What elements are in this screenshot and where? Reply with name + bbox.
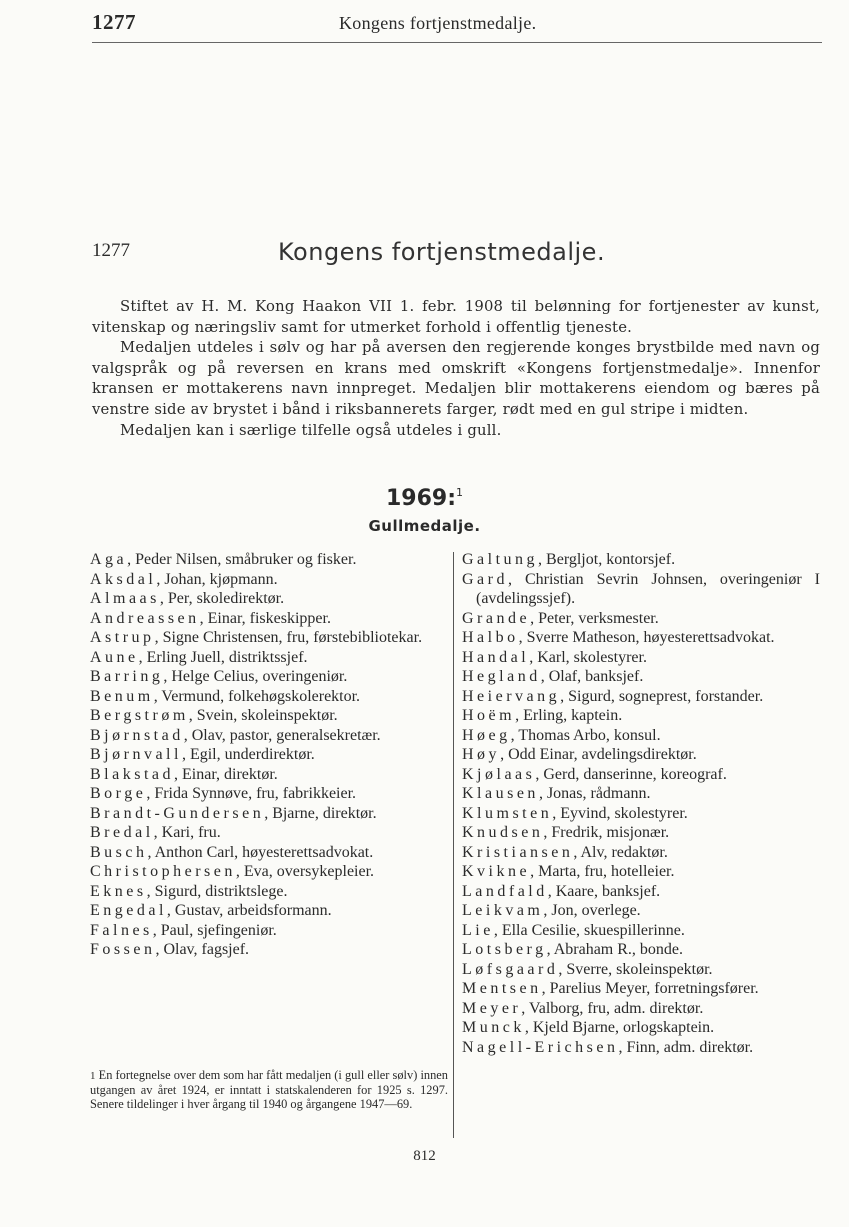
recipient-details: , Ella Cesilie, skuespillerinne. <box>493 921 685 939</box>
recipient-entry <box>90 921 446 941</box>
year-footnote-mark: 1 <box>456 486 464 499</box>
recipient-surname: Bredal <box>90 824 154 841</box>
recipient-details: , Sverre Matheson, høyesterettsadvokat. <box>518 629 775 646</box>
recipient-entry <box>462 570 820 609</box>
recipient-entry <box>90 687 446 707</box>
recipients-right-column <box>462 550 820 1057</box>
recipient-details: , Kjeld Bjarne, orlogskaptein. <box>524 1019 715 1036</box>
recipient-surname: Busch <box>90 843 148 861</box>
recipient-surname: Falnes <box>90 921 153 939</box>
section-heading <box>92 238 792 278</box>
running-header-title: Kongens fortjenstmedalje. <box>339 13 537 33</box>
recipient-entry <box>462 882 820 902</box>
recipient-entry <box>462 687 820 707</box>
recipient-details: , Parelius Meyer, forretningsfører. <box>541 980 759 997</box>
recipient-surname: Mentsen <box>462 980 542 997</box>
recipient-details: , Odd Einar, avdelingsdirektør. <box>500 746 697 763</box>
recipient-details: , Vermund, folkehøgskolerektor. <box>153 687 361 705</box>
recipient-surname: Klausen <box>462 785 539 802</box>
recipient-details: , Sigurd, sogneprest, forstander. <box>560 687 764 705</box>
recipient-surname: Lie <box>462 921 494 939</box>
recipient-surname: Lotsberg <box>462 941 547 958</box>
recipient-details: , Thomas Arbo, konsul. <box>510 726 661 744</box>
recipient-surname: Borge <box>90 785 147 802</box>
recipient-details: , Frida Synnøve, fru, fabrikkeier. <box>146 785 357 802</box>
recipient-details: , Abraham R., bonde. <box>546 941 684 958</box>
recipient-entry <box>90 882 446 902</box>
recipient-surname: Landfald <box>462 882 548 900</box>
recipient-details: , Signe Christensen, fru, førstebibliotekar. <box>154 629 423 646</box>
recipient-surname: Almaas <box>90 590 160 607</box>
intro-paragraph: Medaljen kan i særlige tilfelle også utdeles i gull. <box>120 421 502 439</box>
intro-text <box>92 297 820 441</box>
recipient-entry <box>90 901 446 921</box>
recipient-surname: Aksdal <box>90 570 157 588</box>
recipient-entry <box>90 648 446 668</box>
recipient-entry <box>462 765 820 785</box>
recipient-entry <box>462 843 820 863</box>
recipient-surname: Bjørnvall <box>90 746 182 763</box>
recipient-entry <box>90 784 446 804</box>
recipient-entry <box>462 901 820 921</box>
recipient-surname: Blakstad <box>90 765 174 783</box>
recipient-entry <box>90 804 446 824</box>
recipient-surname: Halbo <box>462 629 519 646</box>
recipient-details: , Erling, kaptein. <box>515 707 623 724</box>
recipient-surname: Gard <box>462 570 508 588</box>
recipient-entry <box>462 979 820 999</box>
footnote-text: En fortegnelse over dem som har fått medaljen (i gull eller sølv) innen utgangen av året 1924, er inntatt i statskalenderen for 1925 s. 1297. Senere tildelinger i hver årgang til 1940 og årgangene 1947—69. <box>90 1068 448 1111</box>
recipient-surname: Aune <box>90 648 139 666</box>
recipient-surname: Benum <box>90 687 154 705</box>
recipient-entry <box>462 745 820 765</box>
intro-paragraph: Medaljen utdeles i sølv og har på aversen den regjerende konges brystbilde med navn og valgspråk og på reversen en krans med omskrift «Kongens fortjenstmedalje». Innenfor kransen er mottakerens navn innpreget. Medaljen blir mottakerens eiendom og bæres på venstre side av brystet i bånd i riksbannerets farger, rødt med en gul stripe i midten. <box>92 339 820 418</box>
recipient-surname: Andreassen <box>90 609 200 627</box>
recipient-surname: Bergstrøm <box>90 707 189 724</box>
recipient-entry <box>90 589 446 609</box>
recipient-entry <box>90 745 446 765</box>
header-divider <box>92 42 822 43</box>
recipient-details: , Olaf, banksjef. <box>540 668 644 685</box>
recipient-details: , Eyvind, skolestyrer. <box>552 804 688 822</box>
recipient-surname: Galtung <box>462 551 539 568</box>
recipient-details: , Sverre, skoleinspektør. <box>558 960 713 978</box>
recipient-entry <box>462 804 820 824</box>
recipient-entry <box>462 921 820 941</box>
recipient-entry <box>462 940 820 960</box>
recipient-entry <box>90 823 446 843</box>
recipient-details: , Valborg, fru, adm. direktør. <box>521 999 704 1017</box>
recipient-surname: Barring <box>90 668 164 685</box>
running-header-page-number: 1277 <box>92 10 136 34</box>
recipient-surname: Knudsen <box>462 824 544 841</box>
recipient-surname: Høy <box>462 746 501 763</box>
recipients-left-column <box>90 550 446 960</box>
recipient-entry <box>462 706 820 726</box>
recipient-surname: Hegland <box>462 668 541 685</box>
recipient-entry <box>90 609 446 629</box>
recipient-details: , Svein, skoleinspektør. <box>188 707 338 724</box>
recipient-entry <box>462 726 820 746</box>
recipient-details: , Peter, verksmester. <box>530 609 659 627</box>
recipient-details: , Anthon Carl, høyesterettsadvokat. <box>147 843 374 861</box>
recipient-surname: Meyer <box>462 999 522 1017</box>
recipient-surname: Høeg <box>462 726 511 744</box>
recipient-entry <box>462 823 820 843</box>
recipient-surname: Heiervang <box>462 687 561 705</box>
recipient-entry <box>90 667 446 687</box>
recipient-entry <box>462 862 820 882</box>
intro-paragraph: Stiftet av H. M. Kong Haakon VII 1. febr. 1908 til belønning for fortjenester av kunst, vitenskap og næringsliv samt for utmerket forhold i offentlig tjeneste. <box>92 298 820 336</box>
recipient-surname: Brandt-Gundersen <box>90 804 265 822</box>
footnote-mark: 1 <box>90 1070 96 1082</box>
recipient-entry <box>90 550 446 570</box>
year-heading <box>0 486 849 511</box>
recipient-details: , Peder Nilsen, småbruker og fisker. <box>127 551 357 568</box>
recipient-details: , Gerd, danserinne, koreograf. <box>535 765 727 783</box>
recipient-entry <box>90 570 446 590</box>
recipient-surname: Christophersen <box>90 863 236 880</box>
recipient-details: , Einar, direktør. <box>174 765 278 783</box>
recipient-surname: Nagell-Erichsen <box>462 1038 619 1056</box>
recipient-entry <box>90 726 446 746</box>
recipient-details: , Erling Juell, distriktssjef. <box>138 648 308 666</box>
recipient-details: , Johan, kjøpmann. <box>156 570 278 588</box>
recipient-details: , Sigurd, distriktslege. <box>146 882 288 900</box>
footnote <box>90 1068 448 1111</box>
recipient-details: , Finn, adm. direktør. <box>618 1038 754 1056</box>
recipient-surname: Kvikne <box>462 863 531 880</box>
recipient-details: , Marta, fru, hotelleier. <box>530 863 675 880</box>
recipient-surname: Bjørnstad <box>90 726 184 744</box>
recipient-details: , Gustav, arbeidsformann. <box>166 902 332 919</box>
recipient-surname: Engedal <box>90 902 167 919</box>
page-number: 812 <box>413 1148 436 1164</box>
recipient-details: , Kari, fru. <box>153 824 221 841</box>
recipient-entry <box>90 765 446 785</box>
recipient-entry <box>462 628 820 648</box>
recipient-entry <box>90 940 446 960</box>
recipient-entry <box>462 1018 820 1038</box>
recipient-details: , Einar, fiskeskipper. <box>199 609 331 627</box>
recipient-details: , Eva, oversykepleier. <box>235 863 375 880</box>
medal-subheading: Gullmedalje. <box>368 517 481 535</box>
recipient-entry <box>90 628 446 648</box>
recipient-surname: Løfsgaard <box>462 960 559 978</box>
recipient-entry <box>462 667 820 687</box>
recipient-details: , Alv, redaktør. <box>573 843 668 861</box>
column-divider <box>453 552 454 1138</box>
recipient-entry <box>90 843 446 863</box>
recipient-details: , Bjarne, direktør. <box>264 804 377 822</box>
recipient-details: , Per, skoledirektør. <box>159 590 285 607</box>
recipient-surname: Hoëm <box>462 707 516 724</box>
recipient-surname: Fossen <box>90 941 156 958</box>
recipient-surname: Leikvam <box>462 902 544 919</box>
recipient-details: , Jon, overlege. <box>543 902 641 919</box>
recipient-details: , Bergljot, kontorsjef. <box>538 551 676 568</box>
recipient-entry <box>462 784 820 804</box>
recipient-details: , Fredrik, misjonær. <box>543 824 670 841</box>
recipient-surname: Astrup <box>90 629 155 646</box>
recipient-entry <box>90 706 446 726</box>
recipient-details: , Paul, sjefingeniør. <box>152 921 277 939</box>
section-number: 1277 <box>92 240 130 261</box>
recipient-entry <box>462 960 820 980</box>
recipient-details: , Kaare, banksjef. <box>547 882 661 900</box>
recipient-details: , Karl, skolestyrer. <box>529 648 647 666</box>
recipient-surname: Aga <box>90 551 128 568</box>
recipient-entry <box>90 862 446 882</box>
recipient-entry <box>462 1038 820 1058</box>
recipient-details: , Olav, pastor, generalsekretær. <box>183 726 381 744</box>
recipient-entry <box>462 609 820 629</box>
running-header <box>92 8 772 38</box>
recipient-surname: Kristiansen <box>462 843 574 861</box>
recipient-details: , Jonas, rådmann. <box>538 785 651 802</box>
recipient-entry <box>462 550 820 570</box>
recipient-surname: Handal <box>462 648 530 666</box>
recipient-surname: Kjølaas <box>462 765 536 783</box>
recipient-details: , Christian Sevrin Johnsen, overingeniør I (avdelingssjef). <box>476 570 820 607</box>
year-label: 1969: <box>385 486 457 511</box>
recipient-entry <box>462 999 820 1019</box>
recipient-surname: Grande <box>462 609 531 627</box>
recipient-details: , Egil, underdirektør. <box>181 746 315 763</box>
section-title: Kongens fortjenstmedalje. <box>278 238 606 266</box>
recipient-details: , Olav, fagsjef. <box>155 941 250 958</box>
recipient-entry <box>462 648 820 668</box>
recipient-surname: Munck <box>462 1019 525 1036</box>
recipient-surname: Klumsten <box>462 804 553 822</box>
recipient-surname: Eknes <box>90 882 147 900</box>
recipient-details: , Helge Celius, overingeniør. <box>163 668 348 685</box>
